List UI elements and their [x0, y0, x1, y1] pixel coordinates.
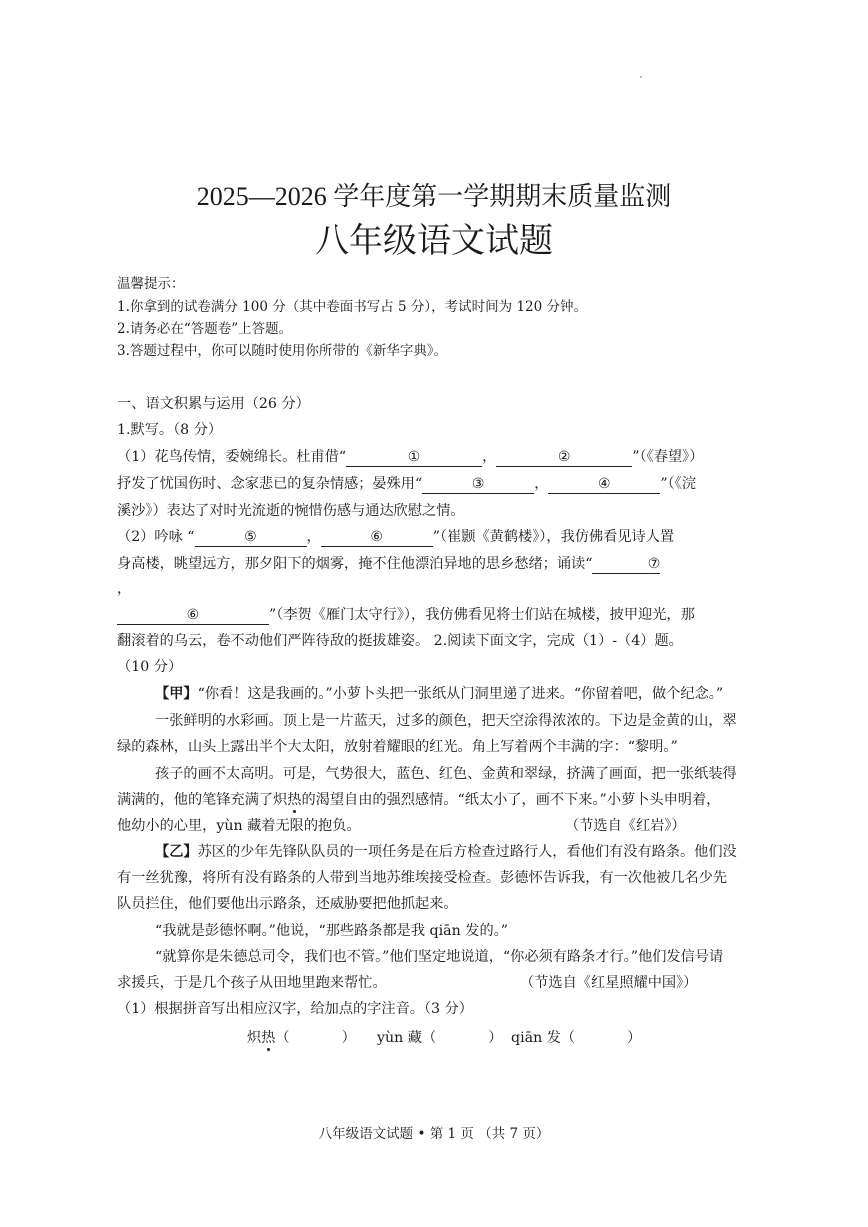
passage-yi-line-4: “我就是彭德怀啊。”他说，“那些路条都是我 qiān 发的。”: [155, 923, 508, 939]
q1-line-1: （1）花鸟传情，委婉绵长。杜甫借“ ① ， ② ”（《春望》）: [117, 449, 704, 465]
passage-jia-line-1: 【甲】“你看！这是我画的。”小萝卜头把一张纸从门洞里递了进来。“你留着吧，做个纪念。”: [155, 686, 724, 702]
answer-blank-7[interactable]: ⑦: [592, 555, 660, 574]
passage-yi-line-3: 队员拦住，他们要他出示路条，还威胁要把他抓起来。: [117, 896, 458, 912]
tip-item-2: 2.请务必在“答题卷”上答题。: [117, 321, 293, 337]
q1-line-4: （2）吟咏 “ ⑤ ， ⑥ ”（崔颢《黄鹤楼》），我仿佛看见诗人置: [117, 529, 675, 545]
passage-jia-source: （节选自《红岩》）: [565, 818, 686, 834]
passage-yi-label: 【乙】: [155, 844, 198, 860]
q1-line-6: ⑥ ”（李贺《雁门太守行》），我仿佛看见将士们站在城楼，披甲迎光，那: [117, 604, 695, 625]
passage-yi-line-1: 【乙】苏区的少年先锋队队员的一项任务是在后方检查过路行人，看他们有没有路条。他们没: [155, 844, 737, 860]
passage-jia-line-2: 一张鲜明的水彩画。顶上是一片蓝天，过多的颜色，把天空涂得浓浓的。下边是金黄的山，翠: [155, 713, 737, 729]
passage-yi-source: （节选自《红星照耀中国》）: [520, 975, 698, 991]
passage-jia-line-6: 他幼小的心里，yùn 藏着无限的抱负。: [117, 818, 361, 834]
pinyin-item-2: yùn 藏（ ）: [377, 1030, 503, 1046]
exam-subtitle: 八年级语文试题: [315, 221, 553, 261]
q1-line-8: （10 分）: [117, 659, 183, 675]
passage-jia-line-4: 孩子的画不太高明。可是，气势很大，蓝色、红色、金黄和翠绿，挤满了画面，把一张纸装得: [155, 766, 737, 782]
question-1-heading: 1.默写。（8 分）: [117, 422, 223, 438]
dotted-char: 热: [261, 1030, 276, 1046]
pinyin-item-1: 炽热（ ）: [247, 1030, 356, 1046]
tips-heading: 温馨提示：: [117, 276, 185, 292]
answer-blank-2[interactable]: ②: [496, 448, 632, 467]
passage-yi-line-2: 有一丝犹豫，将所有没有路条的人带到当地苏维埃接受检查。彭德怀告诉我，有一次他被几名少先: [117, 870, 728, 886]
passage-yi-line-5: “就算你是朱德总司令，我们也不管。”他们坚定地说道，“你必须有路条才行。”他们发信号请: [155, 949, 724, 965]
dotted-char: 热: [287, 792, 302, 808]
exam-title: 2025—2026 学年度第一学期期末质量监测: [196, 182, 672, 211]
answer-blank-1[interactable]: ①: [346, 448, 482, 467]
answer-blank-8[interactable]: ⑥: [117, 606, 269, 625]
q1-line-3: 溪沙》）表达了对时光流逝的惋惜伤感与通达欣慰之情。: [117, 503, 465, 519]
passage-jia-label: 【甲】: [155, 686, 198, 702]
pinyin-item-3: qiān 发（ ）: [511, 1030, 642, 1046]
section-heading: 一、语文积累与运用（26 分）: [117, 396, 310, 412]
answer-blank-6[interactable]: ⑥: [321, 528, 433, 547]
question-2-1: （1）根据拼音写出相应汉字，给加点的字注音。（3 分）: [117, 1001, 473, 1017]
q1-line-7: 翻滚着的乌云，卷不动他们严阵待敌的挺拔雄姿。 2.阅读下面文字，完成（1）-（4）题。: [117, 633, 683, 649]
passage-jia-line-5: 满满的，他的笔锋充满了炽热的渴望自由的强烈感情。“纸太小了，画不下来。”小萝卜头申明着，: [117, 792, 721, 808]
page-footer: 八年级语文试题 • 第 1 页 （共 7 页）: [318, 1126, 550, 1142]
q1-line-2: 抒发了忧国伤时、念家悲已的复杂情感；晏殊用“ ③ ， ④ ”（《浣: [117, 476, 697, 492]
tip-item-3: 3.答题过程中，你可以随时使用你所带的《新华字典》。: [117, 343, 448, 359]
scan-mark: [640, 76, 642, 78]
answer-blank-3[interactable]: ③: [422, 475, 534, 494]
tip-item-1: 1.你拿到的试卷满分 100 分（其中卷面书写占 5 分），考试时间为 120 分钟。: [117, 299, 588, 315]
passage-jia-line-3: 绿的森林，山头上露出半个大太阳，放射着耀眼的红光。角上写着两个丰满的字：“黎明。”: [117, 739, 678, 755]
answer-blank-5[interactable]: ⑤: [195, 528, 307, 547]
q1-line-5: 身高楼，眺望远方，那夕阳下的烟雾，掩不住他漂泊异地的思乡愁绪；诵读“ ⑦: [117, 556, 661, 572]
q1-comma: ，: [117, 581, 132, 597]
passage-yi-line-6: 求援兵，于是几个孩子从田地里跑来帮忙。: [117, 975, 387, 991]
answer-blank-4[interactable]: ④: [548, 475, 660, 494]
